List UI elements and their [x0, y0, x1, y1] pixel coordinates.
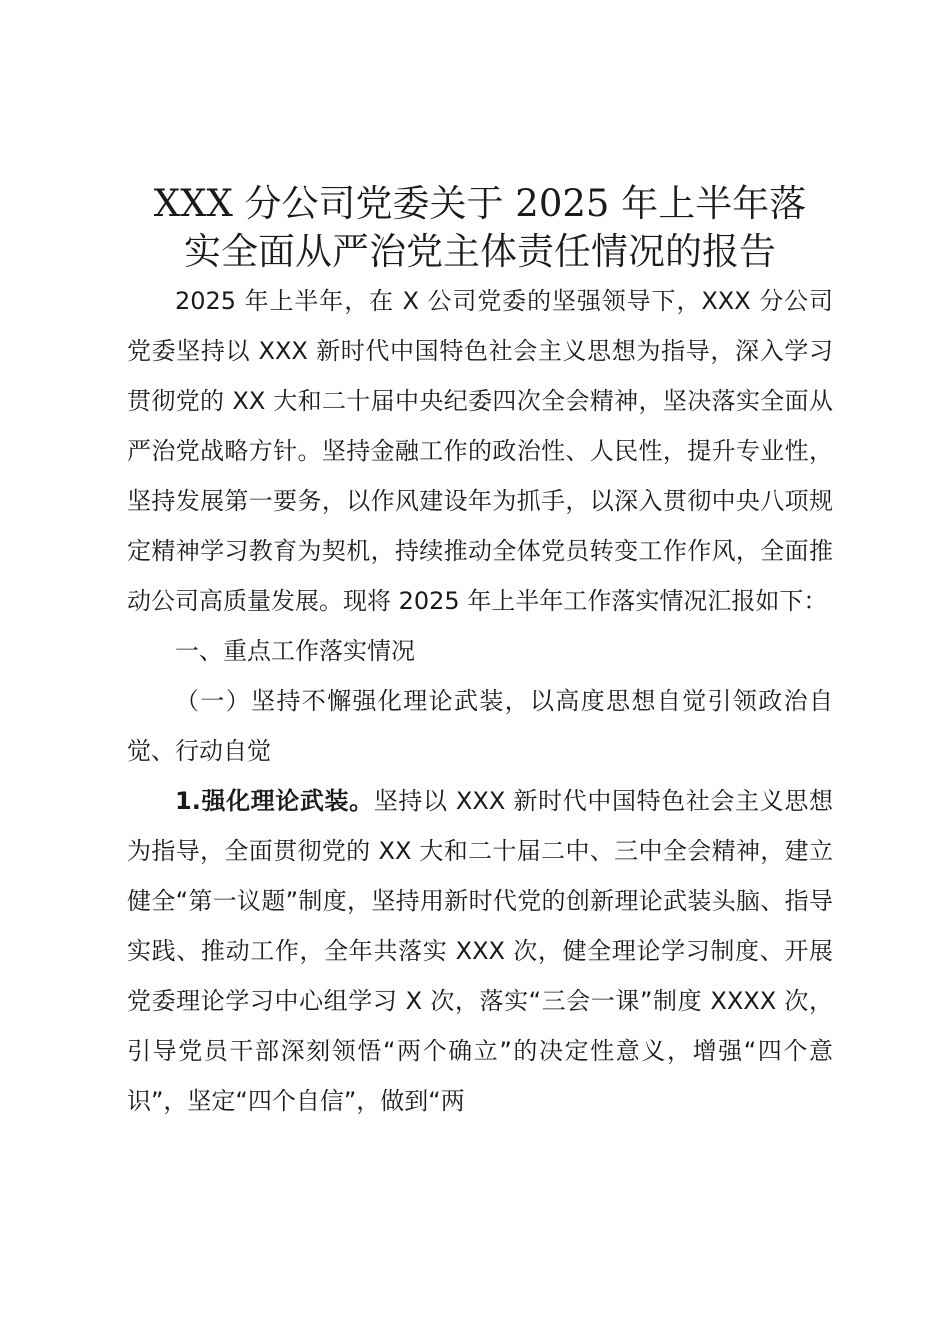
document-page — [127, 180, 833, 1126]
section-heading: 一、重点工作落实情况 — [175, 637, 415, 665]
item-text: 坚持以 XXX 新时代中国特色社会主义思想为指导，全面贯彻党的 XX 大和二十届二中、三中全会精神，建立健全“第一议题”制度，坚持用新时代党的创新理论武装头脑、指导实践、推动工作，全年共落实 XXX 次，健全理论学习制度、开展党委理论学习中心组学习 X 次，落实“三会一课”制度 XXXX 次，引导党员干部深刻领悟“两个确立”的决定性意义，增强“四个意识”，坚定“四个自信”，做到“两 — [127, 787, 833, 1115]
item-label: 1.强化理论武装。 — [175, 787, 374, 815]
subsection-heading: （一）坚持不懈强化理论武装，以高度思想自觉引领政治自觉、行动自觉 — [127, 687, 833, 765]
title-line-2: 实全面从严治党主体责任情况的报告 — [184, 230, 776, 273]
item-paragraph — [127, 776, 833, 1126]
title-line-1: XXX 分公司党委关于 2025 年上半年落 — [153, 182, 807, 225]
document-title — [127, 180, 833, 276]
intro-paragraph: 2025 年上半年，在 X 公司党委的坚强领导下，XXX 分公司党委坚持以 XXX 新时代中国特色社会主义思想为指导，深入学习贯彻党的 XX 大和二十届中央纪委四次全会精神，坚决落实全面从严治党战略方针。坚持金融工作的政治性、人民性，提升专业性，坚持发展第一要务，以作风建设年为抓手，以深入贯彻中央八项规定精神学习教育为契机，持续推动全体党员转变工作作风，全面推动公司高质量发展。现将 2025 年上半年工作落实情况汇报如下： — [127, 287, 833, 615]
